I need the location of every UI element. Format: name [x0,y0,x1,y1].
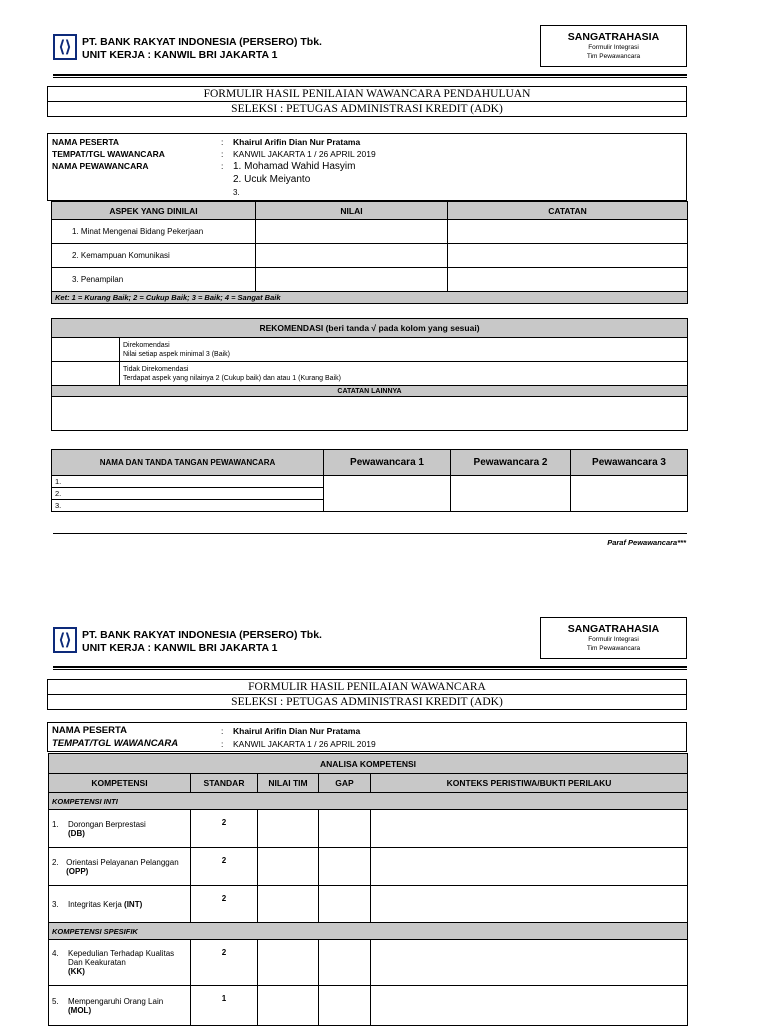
rekom-direkomendasi-desc: Nilai setiap aspek minimal 3 (Baik) [123,350,230,358]
title-line2: SELEKSI : PETUGAS ADMINISTRASI KREDIT (ADK) [231,103,503,115]
interviewer-2: Ucuk Meiyanto [244,174,311,185]
section-kompetensi-spesifik: KOMPETENSI SPESIFIK [49,923,688,940]
aspek-row: 3. Penampilan [52,268,256,292]
header-rule [53,666,687,670]
corp-header [82,629,322,655]
rekom-tidak-desc: Terdapat aspek yang nilainya 2 (Cukup baik) dan atau 1 (Kurang Baik) [123,374,341,382]
unit-kerja: UNIT KERJA : KANWIL BRI JAKARTA 1 [82,49,278,61]
nilai-cell[interactable] [256,220,448,244]
standar-value: 2 [191,940,258,986]
confidential-label: SANGATRAHASIA [567,623,660,635]
value-tempat: KANWIL JAKARTA 1 / 26 APRIL 2019 [233,739,376,749]
paraf-rule [53,533,687,534]
signature-header: NAMA DAN TANDA TANGAN PEWAWANCARA [52,450,324,476]
participant-info [47,133,687,201]
label-peserta: NAMA PESERTA [52,137,120,147]
confidential-box [540,617,687,659]
col-aspek: ASPEK YANG DINILAI [52,202,256,220]
aspek-row: 2. Kemampuan Komunikasi [52,244,256,268]
aspek-row: 1. Minat Mengenai Bidang Pekerjaan [52,220,256,244]
konteks-cell[interactable] [371,848,688,886]
row-num: 5. [52,996,59,1006]
value-peserta: Khairul Arifin Dian Nur Pratama [233,137,361,147]
konteks-cell[interactable] [371,886,688,923]
konteks-cell[interactable] [371,940,688,986]
signature-row[interactable]: 1. [52,476,324,488]
title-line1: FORMULIR HASIL PENILAIAN WAWANCARA PENDAHULUAN [48,87,686,102]
row-num: 4. [52,949,59,958]
title-line1: FORMULIR HASIL PENILAIAN WAWANCARA [48,680,686,695]
value-peserta: Khairul Arifin Dian Nur Pratama [233,726,361,736]
konteks-cell[interactable] [371,986,688,1026]
sign-cell-2[interactable] [451,476,571,512]
catatan-cell[interactable] [448,244,688,268]
sign-cell-1[interactable] [324,476,451,512]
gap-cell[interactable] [319,986,371,1026]
col-pewawancara-3: Pewawancara 3 [571,450,688,476]
standar-value: 2 [191,848,258,886]
section-kompetensi-inti: KOMPETENSI INTI [49,793,688,810]
konteks-cell[interactable] [371,810,688,848]
nilai-tim-cell[interactable] [258,940,319,986]
confidential-label: SANGATRAHASIA [567,31,660,43]
col-gap: GAP [319,774,371,793]
label-tempat: TEMPAT/TGL WAWANCARA [52,149,165,159]
colon: : [221,726,224,736]
confidential-sub2: Tim Pewawancara [586,53,641,60]
confidential-sub1: Formulir Integrasi [588,636,639,643]
bri-logo: ⟨⟩ [53,627,77,653]
label-tempat: TEMPAT/TGL WAWANCARA [52,738,179,749]
corp-name: PT. BANK RAKYAT INDONESIA (PERSERO) Tbk. [82,629,322,641]
row-num: 2. [52,857,59,867]
nilai-cell[interactable] [256,268,448,292]
standar-value: 2 [191,886,258,923]
kompetensi-code: (DB) [68,828,85,838]
kompetensi-name: Dorongan Berprestasi [68,819,146,829]
kompetensi-code: (MOL) [68,1005,92,1015]
nilai-tim-cell[interactable] [258,810,319,848]
rekomendasi-header: REKOMENDASI (beri tanda √ pada kolom yang sesuai) [52,319,688,338]
col-pewawancara-2: Pewawancara 2 [451,450,571,476]
standar-value: 1 [191,986,258,1026]
form-title [47,86,687,117]
confidential-sub2: Tim Pewawancara [586,645,641,652]
nilai-tim-cell[interactable] [258,886,319,923]
kompetensi-name: Mempengaruhi Orang Lain [68,996,164,1006]
participant-info [47,722,687,752]
kompetensi-code: (KK) [68,967,85,976]
catatan-cell[interactable] [448,220,688,244]
aspek-note: Ket: 1 = Kurang Baik; 2 = Cukup Baik; 3 = Baik; 4 = Sangat Baik [52,292,688,304]
paraf-label: Paraf Pewawancara*** [607,538,686,547]
colon: : [221,137,224,147]
analisa-header: ANALISA KOMPETENSI [49,754,688,774]
kompetensi-code: (INT) [124,899,143,909]
value-tempat: KANWIL JAKARTA 1 / 26 APRIL 2019 [233,149,376,159]
col-kompetensi: KOMPETENSI [49,774,191,793]
nilai-tim-cell[interactable] [258,848,319,886]
rekom-check-cell[interactable] [52,338,120,362]
corp-header [82,36,322,62]
label-pewawancara: NAMA PEWAWANCARA [52,161,149,171]
standar-value: 2 [191,810,258,848]
signature-row[interactable]: 2. [52,488,324,500]
colon: : [221,149,224,159]
nilai-cell[interactable] [256,244,448,268]
col-nilai: NILAI [256,202,448,220]
interviewer-num: 1. [233,161,242,172]
gap-cell[interactable] [319,810,371,848]
corp-name: PT. BANK RAKYAT INDONESIA (PERSERO) Tbk. [82,36,322,48]
col-catatan: CATATAN [448,202,688,220]
col-pewawancara-1: Pewawancara 1 [324,450,451,476]
interviewer-1: Mohamad Wahid Hasyim [244,161,356,172]
aspek-table [51,201,688,304]
row-num: 1. [52,819,59,829]
bri-logo: ⟨⟩ [53,34,77,60]
gap-cell[interactable] [319,886,371,923]
kompetensi-name: Orientasi Pelayanan Pelanggan [66,857,179,867]
form-title [47,679,687,710]
signature-row[interactable]: 3. [52,500,324,512]
signature-table [51,449,688,512]
row-num: 3. [52,899,59,909]
col-standar: STANDAR [191,774,258,793]
catatan-lainnya-header: CATATAN LAINNYA [52,386,688,397]
col-konteks: KONTEKS PERISTIWA/BUKTI PERILAKU [371,774,688,793]
unit-kerja: UNIT KERJA : KANWIL BRI JAKARTA 1 [82,642,278,654]
rekom-direkomendasi: Direkomendasi [123,341,170,349]
kompetensi-code: (OPP) [66,866,89,876]
catatan-cell[interactable] [448,268,688,292]
gap-cell[interactable] [319,848,371,886]
kompetensi-table [48,753,688,1026]
catatan-lainnya-cell[interactable] [52,397,688,431]
confidential-sub1: Formulir Integrasi [588,44,639,51]
rekomendasi-table [51,318,688,431]
nilai-tim-cell[interactable] [258,986,319,1026]
header-rule [53,74,687,78]
interviewer-num: 2. [233,174,242,185]
rekom-check-cell[interactable] [52,362,120,386]
interviewer-num: 3. [233,188,240,197]
sign-cell-3[interactable] [571,476,688,512]
rekom-tidak: Tidak Direkomendasi [123,365,189,373]
confidential-box [540,25,687,67]
label-peserta: NAMA PESERTA [52,725,127,736]
title-line2: SELEKSI : PETUGAS ADMINISTRASI KREDIT (ADK) [231,696,503,708]
kompetensi-name: Kepedulian Terhadap Kualitas Dan Keakuratan [68,949,175,967]
colon: : [221,161,224,171]
colon: : [221,739,224,749]
gap-cell[interactable] [319,940,371,986]
kompetensi-name: Integritas Kerja [68,899,122,909]
col-nilai-tim: NILAI TIM [258,774,319,793]
